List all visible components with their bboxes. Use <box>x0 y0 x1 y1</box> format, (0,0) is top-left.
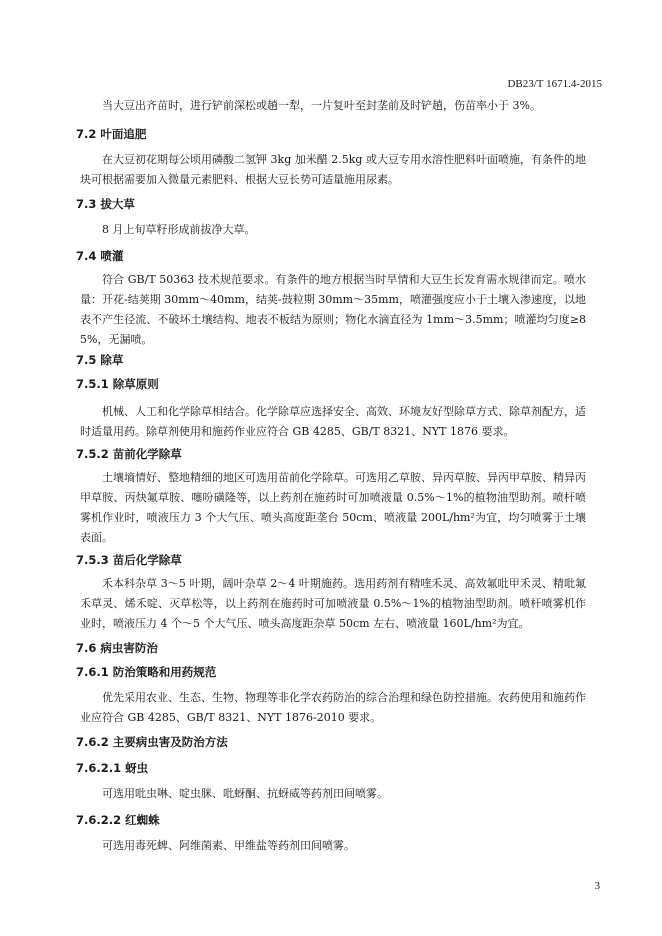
section-heading-7-4: 7.4 喷灌 <box>76 249 124 263</box>
section-heading-7-5-2: 7.5.2 苗前化学除草 <box>76 447 182 461</box>
section-paragraph-7-4: 符合 GB/T 50363 技术规范要求。有条件的地方根据当时旱情和大豆生长发育需水规律而定。喷水量：开花-结荚期 30mm～40mm，结荚-鼓粒期 30mm～35mm，喷灌强度应小于土壤入渗速度，以地表不产生径流、不破坏土壤结构、地表不板结为原则；物化水滴直径为 1mm～3.5mm；喷灌均匀度≥85%，无漏喷。 <box>80 273 586 346</box>
section-paragraph-7-5-2: 土壤墒情好、整地精细的地区可选用苗前化学除草。可选用乙草胺、异丙草胺、异丙甲草胺、精异丙甲草胺、丙炔氟草胺、噻吩磺隆等，以上药剂在施药时可加喷液量 0.5%～1%的植物油型助剂。喷杆喷雾机作业时，喷液压力 3 个大气压、喷头高度距垄台 50cm、喷液量 200L/hm²为宜，均匀喷雾于土壤表面。 <box>80 471 586 544</box>
section-paragraph-7-2: 在大豆初花期每公顷用磷酸二氢钾 3kg 加米醋 2.5kg 或大豆专用水溶性肥料叶面喷施，有条件的地块可根据需要加入微量元素肥料、根据大豆长势可适量施用尿素。 <box>80 153 586 186</box>
section-heading-7-2: 7.2 叶面追肥 <box>76 127 147 141</box>
intro-paragraph: 当大豆出齐苗时，进行铲前深松或趟一犁，一片复叶至封垄前及时铲趟，伤苗率小于 3%。 <box>102 99 541 112</box>
section-paragraph-7-3: 8 月上旬草籽形成前拔净大草。 <box>102 223 256 236</box>
page-number: 3 <box>594 880 600 892</box>
section-paragraph-7-5-3: 禾本科杂草 3～5 叶期，阔叶杂草 2～4 叶期施药。选用药剂有精喹禾灵、高效氟吡甲禾灵、精吡氟禾草灵、烯禾啶、灭草松等，以上药剂在施药时可加喷液量 0.5%～1%的植物油型助剂。喷杆喷雾机作业时，喷液压力 4 个～5 个大气压、喷头高度距杂草 50cm 左右、喷液量 160L/hm²为宜。 <box>80 577 586 630</box>
section-paragraph-7-6-2-1: 可选用吡虫啉、啶虫脒、吡蚜酮、抗蚜威等药剂田间喷雾。 <box>102 787 388 800</box>
section-heading-7-6: 7.6 病虫害防治 <box>76 641 158 655</box>
section-paragraph-7-6-1: 优先采用农业、生态、生物、物理等非化学农药防治的综合治理和绿色防控措施。农药使用和施药作业应符合 GB 4285、GB/T 8321、NYT 1876-2010 要求。 <box>80 691 586 724</box>
section-heading-7-5-1: 7.5.1 除草原则 <box>76 377 159 391</box>
section-heading-7-5-3: 7.5.3 苗后化学除草 <box>76 553 182 567</box>
section-paragraph-7-5-1: 机械、人工和化学除草相结合。化学除草应选择安全、高效、环境友好型除草方式、除草剂配方，适时适量用药。除草剂使用和施药作业应符合 GB 4285、GB/T 8321、NYT 1876 要求。 <box>80 405 586 438</box>
section-heading-7-6-1: 7.6.1 防治策略和用药规范 <box>76 665 217 679</box>
section-heading-7-6-2: 7.6.2 主要病虫害及防治方法 <box>76 735 228 749</box>
section-heading-7-6-2-2: 7.6.2.2 红蜘蛛 <box>76 813 160 827</box>
document-number: DB23/T 1671.4-2015 <box>507 78 602 90</box>
section-heading-7-3: 7.3 拔大草 <box>76 197 135 211</box>
section-paragraph-7-6-2-2: 可选用毒死蜱、阿维菌素、甲维盐等药剂田间喷雾。 <box>102 839 355 852</box>
section-heading-7-5: 7.5 除草 <box>76 353 124 367</box>
section-heading-7-6-2-1: 7.6.2.1 蚜虫 <box>76 761 149 775</box>
